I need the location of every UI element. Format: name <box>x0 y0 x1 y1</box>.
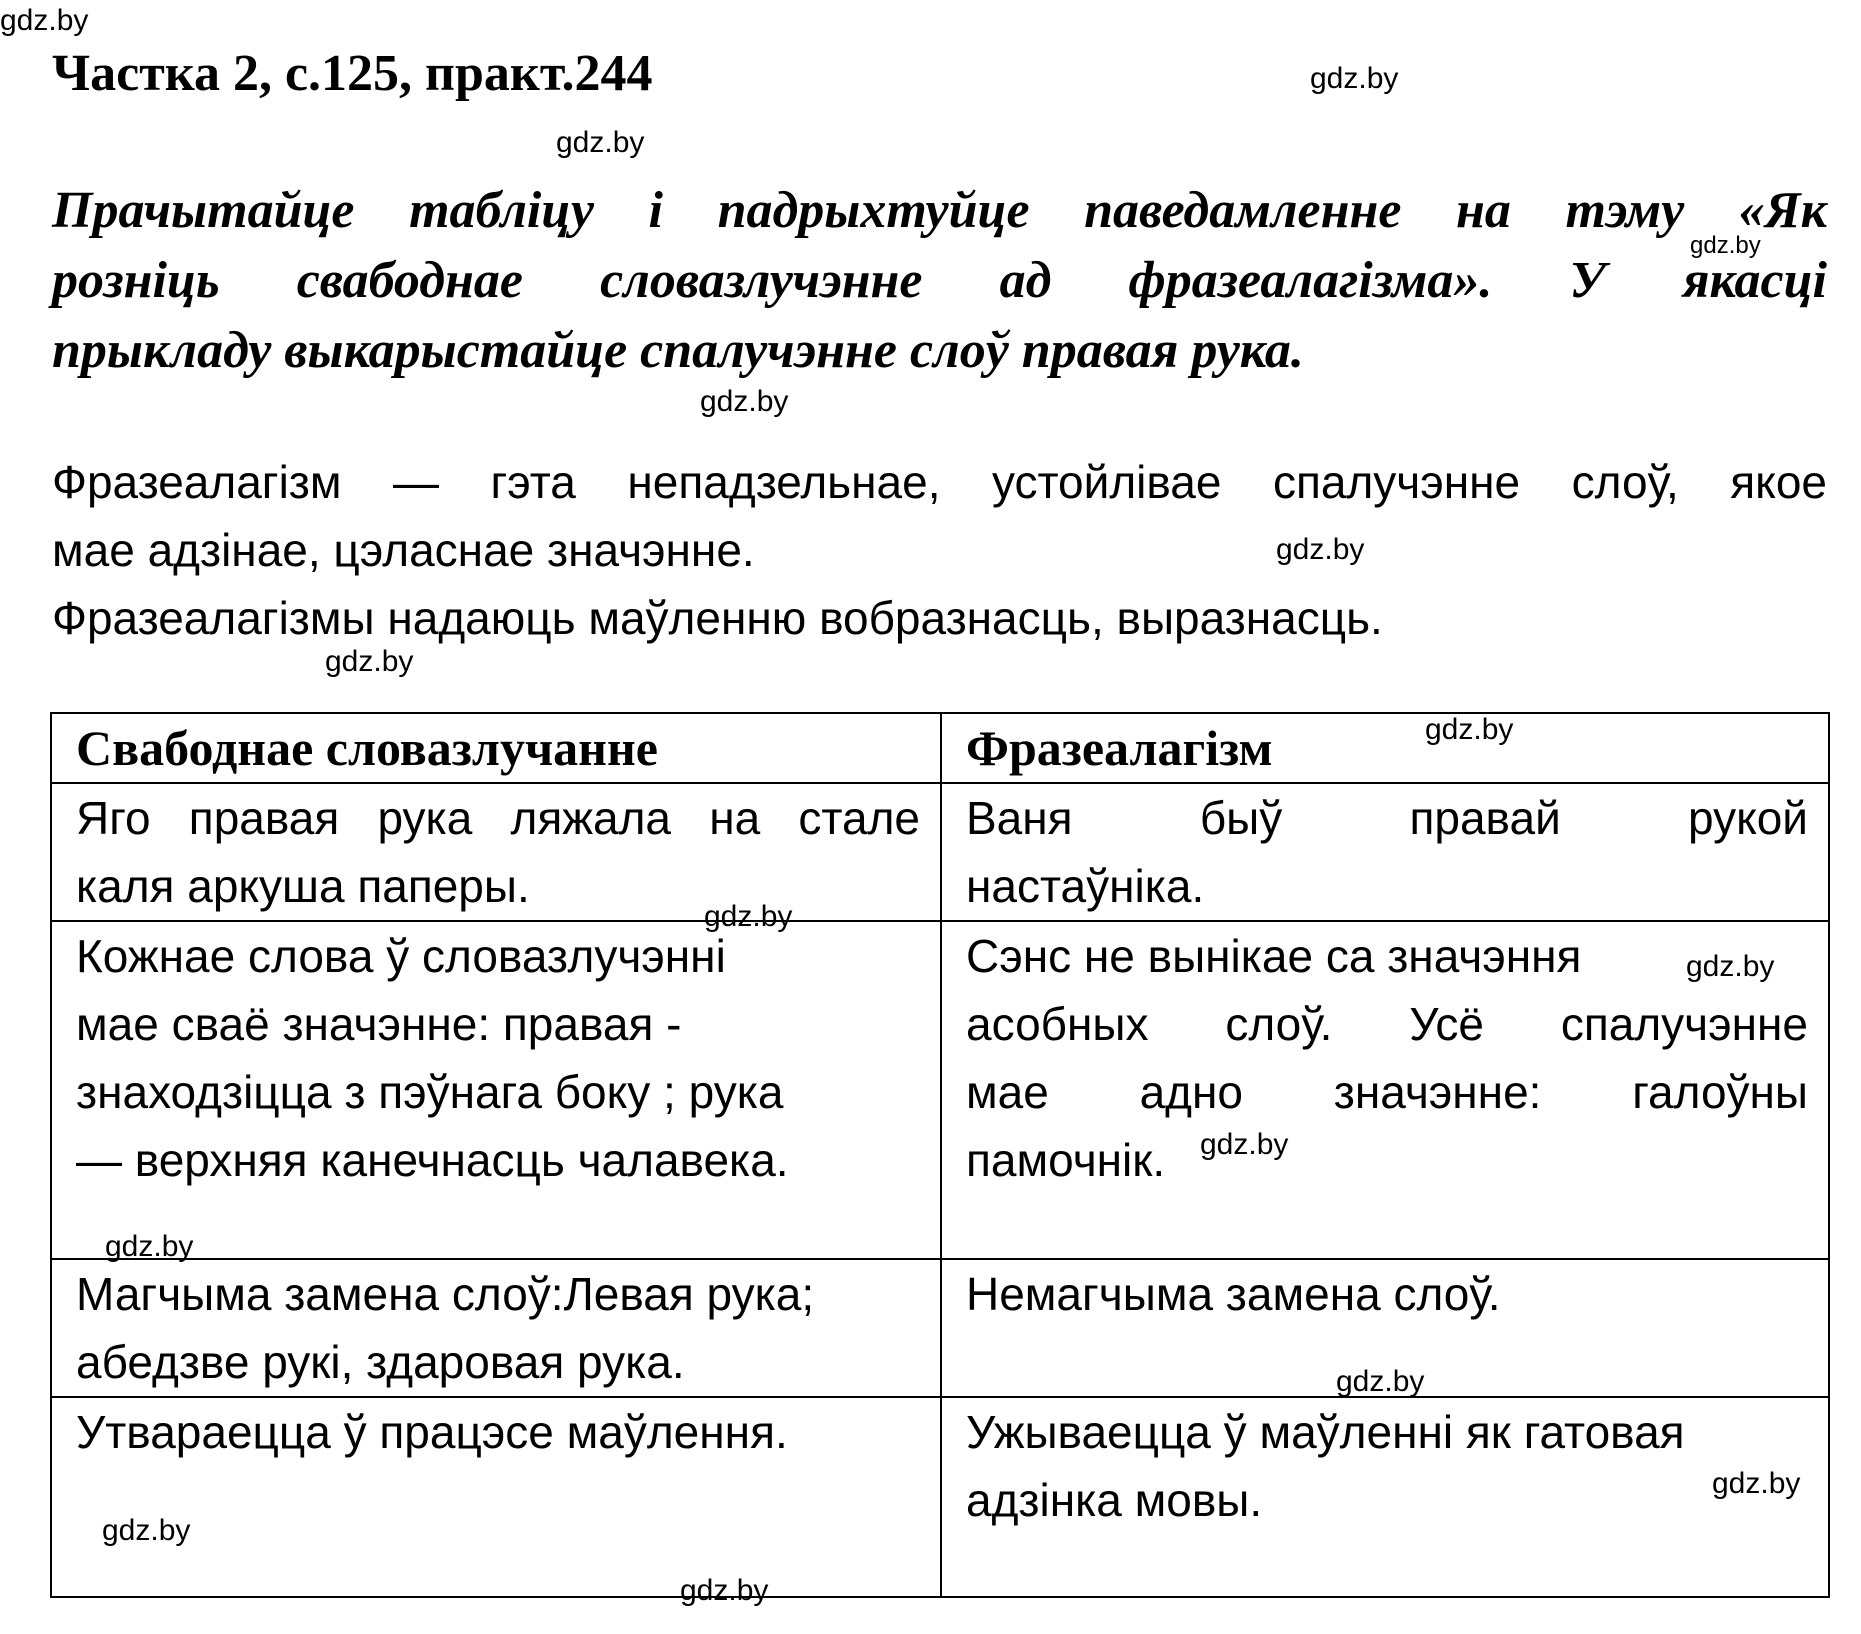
watermark: gdz.by <box>1712 1467 1801 1500</box>
cell-line: Кожнае слова ў словазлучэнні <box>76 930 726 982</box>
definition-line: Фразеалагізмы надаюць маўленню вобразнасць, выразнасць. <box>52 592 1383 644</box>
watermark: gdz.by <box>704 900 793 933</box>
page-title: Частка 2, с.125, практ.244 <box>52 45 653 102</box>
table-cell <box>941 1259 1829 1397</box>
table-cell <box>941 1397 1829 1597</box>
column-header-phraseologism: Фразеалагізм <box>941 713 1829 783</box>
column-header-free-phrase: Свабоднае словазлучанне <box>51 713 941 783</box>
task-line: прыкладу выкарыстайце спалучэнне слоў правая рука. <box>52 322 1304 379</box>
task-line: Прачытайце табліцу і падрыхтуйце паведамленне на тэму «Як <box>52 182 1827 239</box>
cell-line: мае адно значэнне: галоўны <box>966 1066 1808 1118</box>
watermark: gdz.by <box>1276 533 1365 566</box>
table-cell <box>941 921 1829 1259</box>
table-cell <box>51 1259 941 1397</box>
cell-line: Ужываецца ў маўленні як гатовая <box>966 1406 1685 1458</box>
cell-line: каля аркуша паперы. <box>76 860 530 912</box>
cell-line: Сэнс не вынікае са значэння <box>966 930 1582 982</box>
watermark: gdz.by <box>700 385 789 418</box>
cell-line: Ваня быў правай рукой <box>966 792 1808 844</box>
table-cell <box>51 1397 941 1597</box>
cell-line: Яго правая рука ляжала на стале <box>76 792 920 844</box>
watermark: gdz.by <box>1310 62 1399 95</box>
table-row <box>51 1397 1829 1597</box>
watermark: gdz.by <box>1690 232 1761 259</box>
watermark: gdz.by <box>1425 713 1514 746</box>
watermark: gdz.by <box>0 4 89 37</box>
table-cell <box>51 783 941 921</box>
watermark: gdz.by <box>325 645 414 678</box>
cell-line: Утвараецца ў працэсе маўлення. <box>76 1406 788 1458</box>
table-row <box>51 921 1829 1259</box>
watermark: gdz.by <box>102 1514 191 1547</box>
watermark: gdz.by <box>105 1230 194 1263</box>
cell-line: Немагчыма замена слоў. <box>966 1268 1501 1320</box>
cell-line: абедзве рукі, здаровая рука. <box>76 1336 685 1388</box>
definition-line: мае адзінае, цэласнае значэнне. <box>52 524 755 576</box>
cell-line: Магчыма замена слоў:Левая рука; <box>76 1268 815 1320</box>
watermark: gdz.by <box>680 1574 769 1607</box>
table-row <box>51 1259 1829 1397</box>
cell-line: — верхняя канечнасць чалавека. <box>76 1134 789 1186</box>
watermark: gdz.by <box>1200 1128 1289 1161</box>
watermark: gdz.by <box>556 126 645 159</box>
table-cell <box>51 921 941 1259</box>
comparison-table <box>50 712 1830 1598</box>
table-row <box>51 783 1829 921</box>
task-line: розніць свабоднае словазлучэнне ад фразеалагізма». У якасці <box>52 252 1827 309</box>
cell-line: адзінка мовы. <box>966 1474 1263 1526</box>
cell-line: памочнік. <box>966 1134 1166 1186</box>
task-text <box>52 176 1827 386</box>
definition-paragraph <box>52 448 1827 652</box>
cell-line: настаўніка. <box>966 860 1205 912</box>
cell-line: мае сваё значэнне: правая - <box>76 998 682 1050</box>
table-header-row <box>51 713 1829 783</box>
table-cell <box>941 783 1829 921</box>
cell-line: асобных слоў. Усё спалучэнне <box>966 998 1808 1050</box>
watermark: gdz.by <box>1686 950 1775 983</box>
definition-line: Фразеалагізм — гэта непадзельнае, устойлівае спалучэнне слоў, якое <box>52 456 1827 508</box>
cell-line: знаходзіцца з пэўнага боку ; рука <box>76 1066 784 1118</box>
watermark: gdz.by <box>1336 1365 1425 1398</box>
